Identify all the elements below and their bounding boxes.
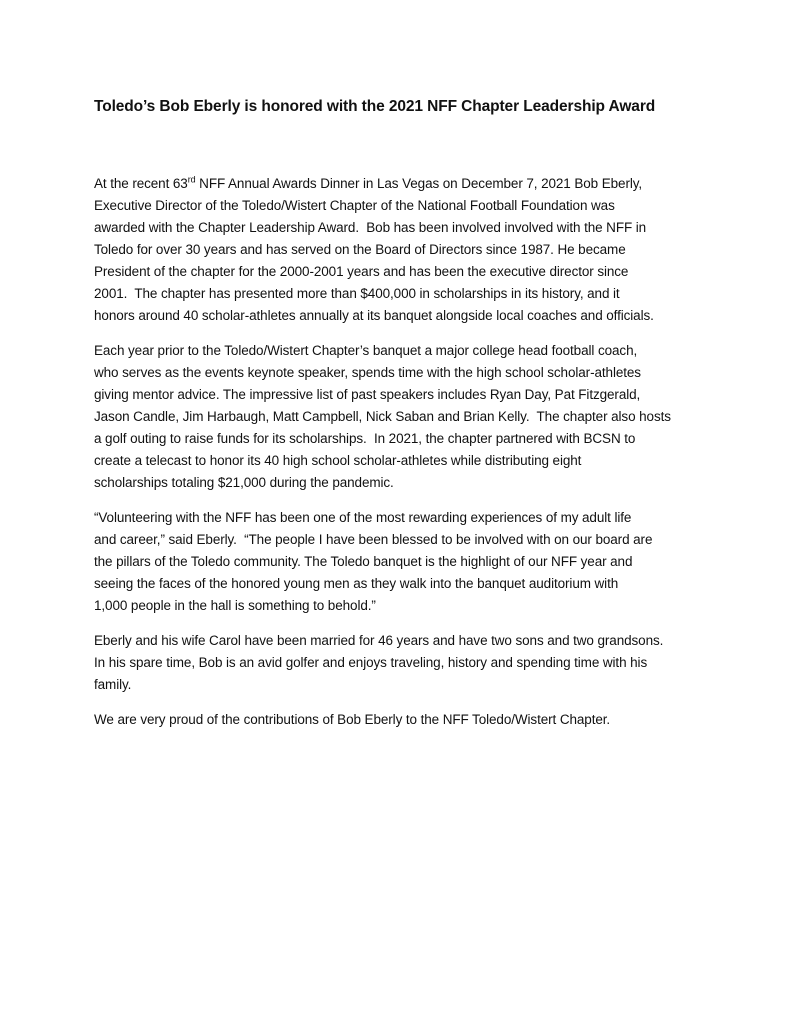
text-line: 1,000 people in the hall is something to behold.” [94, 598, 376, 613]
text-line: the pillars of the Toledo community. The Toledo banquet is the highlight of our NFF year and [94, 554, 633, 569]
document-content [94, 95, 754, 744]
text-line: create a telecast to honor its 40 high school scholar-athletes while distributing eight [94, 453, 582, 468]
text-line: Each year prior to the Toledo/Wistert Chapter’s banquet a major college head football coach, [94, 343, 638, 358]
document-title: Toledo’s Bob Eberly is honored with the 2021 NFF Chapter Leadership Award [94, 98, 656, 115]
paragraph-closing [94, 709, 754, 731]
text-line: honors around 40 scholar-athletes annually at its banquet alongside local coaches and officials. [94, 308, 654, 323]
text-line: 2001. The chapter has presented more than $400,000 in scholarships in its history, and it [94, 286, 620, 301]
text-line: scholarships totaling $21,000 during the pandemic. [94, 475, 394, 490]
ordinal-superscript: rd [187, 174, 196, 185]
text-line: family. [94, 677, 132, 692]
text-line: a golf outing to raise funds for its scholarships. In 2021, the chapter partnered with BCSN to [94, 431, 636, 446]
paragraph-banquet-speakers [94, 340, 754, 494]
paragraph-family [94, 630, 754, 696]
text-line: Eberly and his wife Carol have been married for 46 years and have two sons and two grandsons. [94, 633, 664, 648]
text-line [94, 173, 754, 195]
paragraph-eberly-quote [94, 507, 754, 617]
text-line: Toledo for over 30 years and has served on the Board of Directors since 1987. He became [94, 242, 626, 257]
text-line: President of the chapter for the 2000-2001 years and has been the executive director since [94, 264, 629, 279]
text-line: Jason Candle, Jim Harbaugh, Matt Campbell, Nick Saban and Brian Kelly. The chapter also hosts [94, 409, 671, 424]
text-segment: At the recent 63 [94, 176, 188, 191]
text-line: and career,” said Eberly. “The people I have been blessed to be involved with on our board are [94, 532, 653, 547]
text-segment: NFF Annual Awards Dinner in Las Vegas on December 7, 2021 Bob Eberly, [195, 176, 643, 191]
text-line: awarded with the Chapter Leadership Award. Bob has been involved involved with the NFF in [94, 220, 647, 235]
paragraph-award-intro [94, 173, 754, 327]
text-line: giving mentor advice. The impressive list of past speakers includes Ryan Day, Pat Fitzgerald, [94, 387, 641, 402]
text-line: We are very proud of the contributions of Bob Eberly to the NFF Toledo/Wistert Chapter. [94, 712, 611, 727]
text-line: “Volunteering with the NFF has been one of the most rewarding experiences of my adult life [94, 510, 632, 525]
paragraph-lines [94, 195, 754, 327]
text-line: seeing the faces of the honored young men as they walk into the banquet auditorium with [94, 576, 619, 591]
text-line: Executive Director of the Toledo/Wistert Chapter of the National Football Foundation was [94, 198, 615, 213]
text-line: In his spare time, Bob is an avid golfer and enjoys traveling, history and spending time with his [94, 655, 648, 670]
text-line: who serves as the events keynote speaker, spends time with the high school scholar-athletes [94, 365, 641, 380]
